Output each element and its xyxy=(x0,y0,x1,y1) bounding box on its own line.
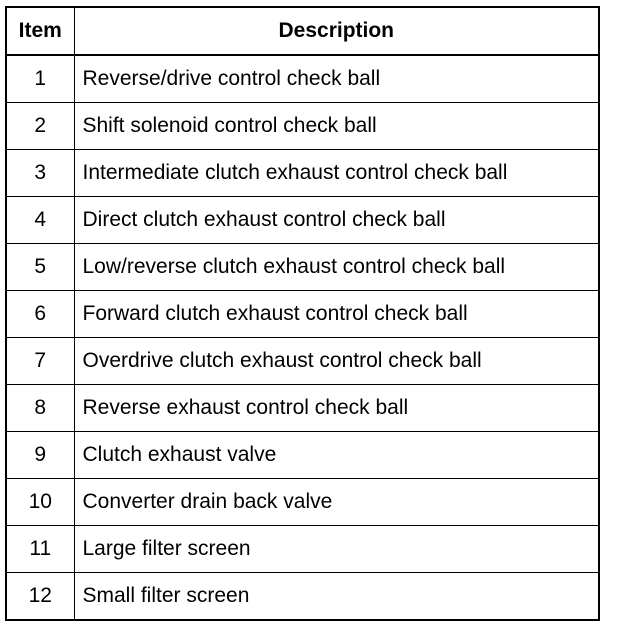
item-description: Low/reverse clutch exhaust control check ball xyxy=(74,244,599,291)
item-number: 4 xyxy=(6,197,74,244)
item-description: Shift solenoid control check ball xyxy=(74,103,599,150)
item-description: Intermediate clutch exhaust control check ball xyxy=(74,150,599,197)
item-number: 10 xyxy=(6,479,74,526)
table-row xyxy=(6,291,599,338)
item-number: 8 xyxy=(6,385,74,432)
header-item: Item xyxy=(6,7,74,55)
item-number: 2 xyxy=(6,103,74,150)
parts-table xyxy=(5,6,600,621)
item-description: Direct clutch exhaust control check ball xyxy=(74,197,599,244)
item-description: Converter drain back valve xyxy=(74,479,599,526)
item-description: Overdrive clutch exhaust control check ball xyxy=(74,338,599,385)
item-number: 11 xyxy=(6,526,74,573)
item-description: Large filter screen xyxy=(74,526,599,573)
table-row xyxy=(6,432,599,479)
item-number: 3 xyxy=(6,150,74,197)
item-description: Reverse exhaust control check ball xyxy=(74,385,599,432)
item-description: Small filter screen xyxy=(74,573,599,621)
table-row xyxy=(6,197,599,244)
table-row xyxy=(6,338,599,385)
item-number: 12 xyxy=(6,573,74,621)
item-description: Reverse/drive control check ball xyxy=(74,55,599,103)
item-description: Forward clutch exhaust control check ball xyxy=(74,291,599,338)
item-number: 7 xyxy=(6,338,74,385)
table-row xyxy=(6,385,599,432)
item-number: 5 xyxy=(6,244,74,291)
table-row xyxy=(6,479,599,526)
header-description: Description xyxy=(74,7,599,55)
item-number: 1 xyxy=(6,55,74,103)
item-description: Clutch exhaust valve xyxy=(74,432,599,479)
item-number: 9 xyxy=(6,432,74,479)
table-row xyxy=(6,55,599,103)
header-row xyxy=(6,7,599,55)
table-row xyxy=(6,103,599,150)
table-row xyxy=(6,526,599,573)
table-row xyxy=(6,150,599,197)
table-row xyxy=(6,573,599,621)
table-row xyxy=(6,244,599,291)
item-number: 6 xyxy=(6,291,74,338)
